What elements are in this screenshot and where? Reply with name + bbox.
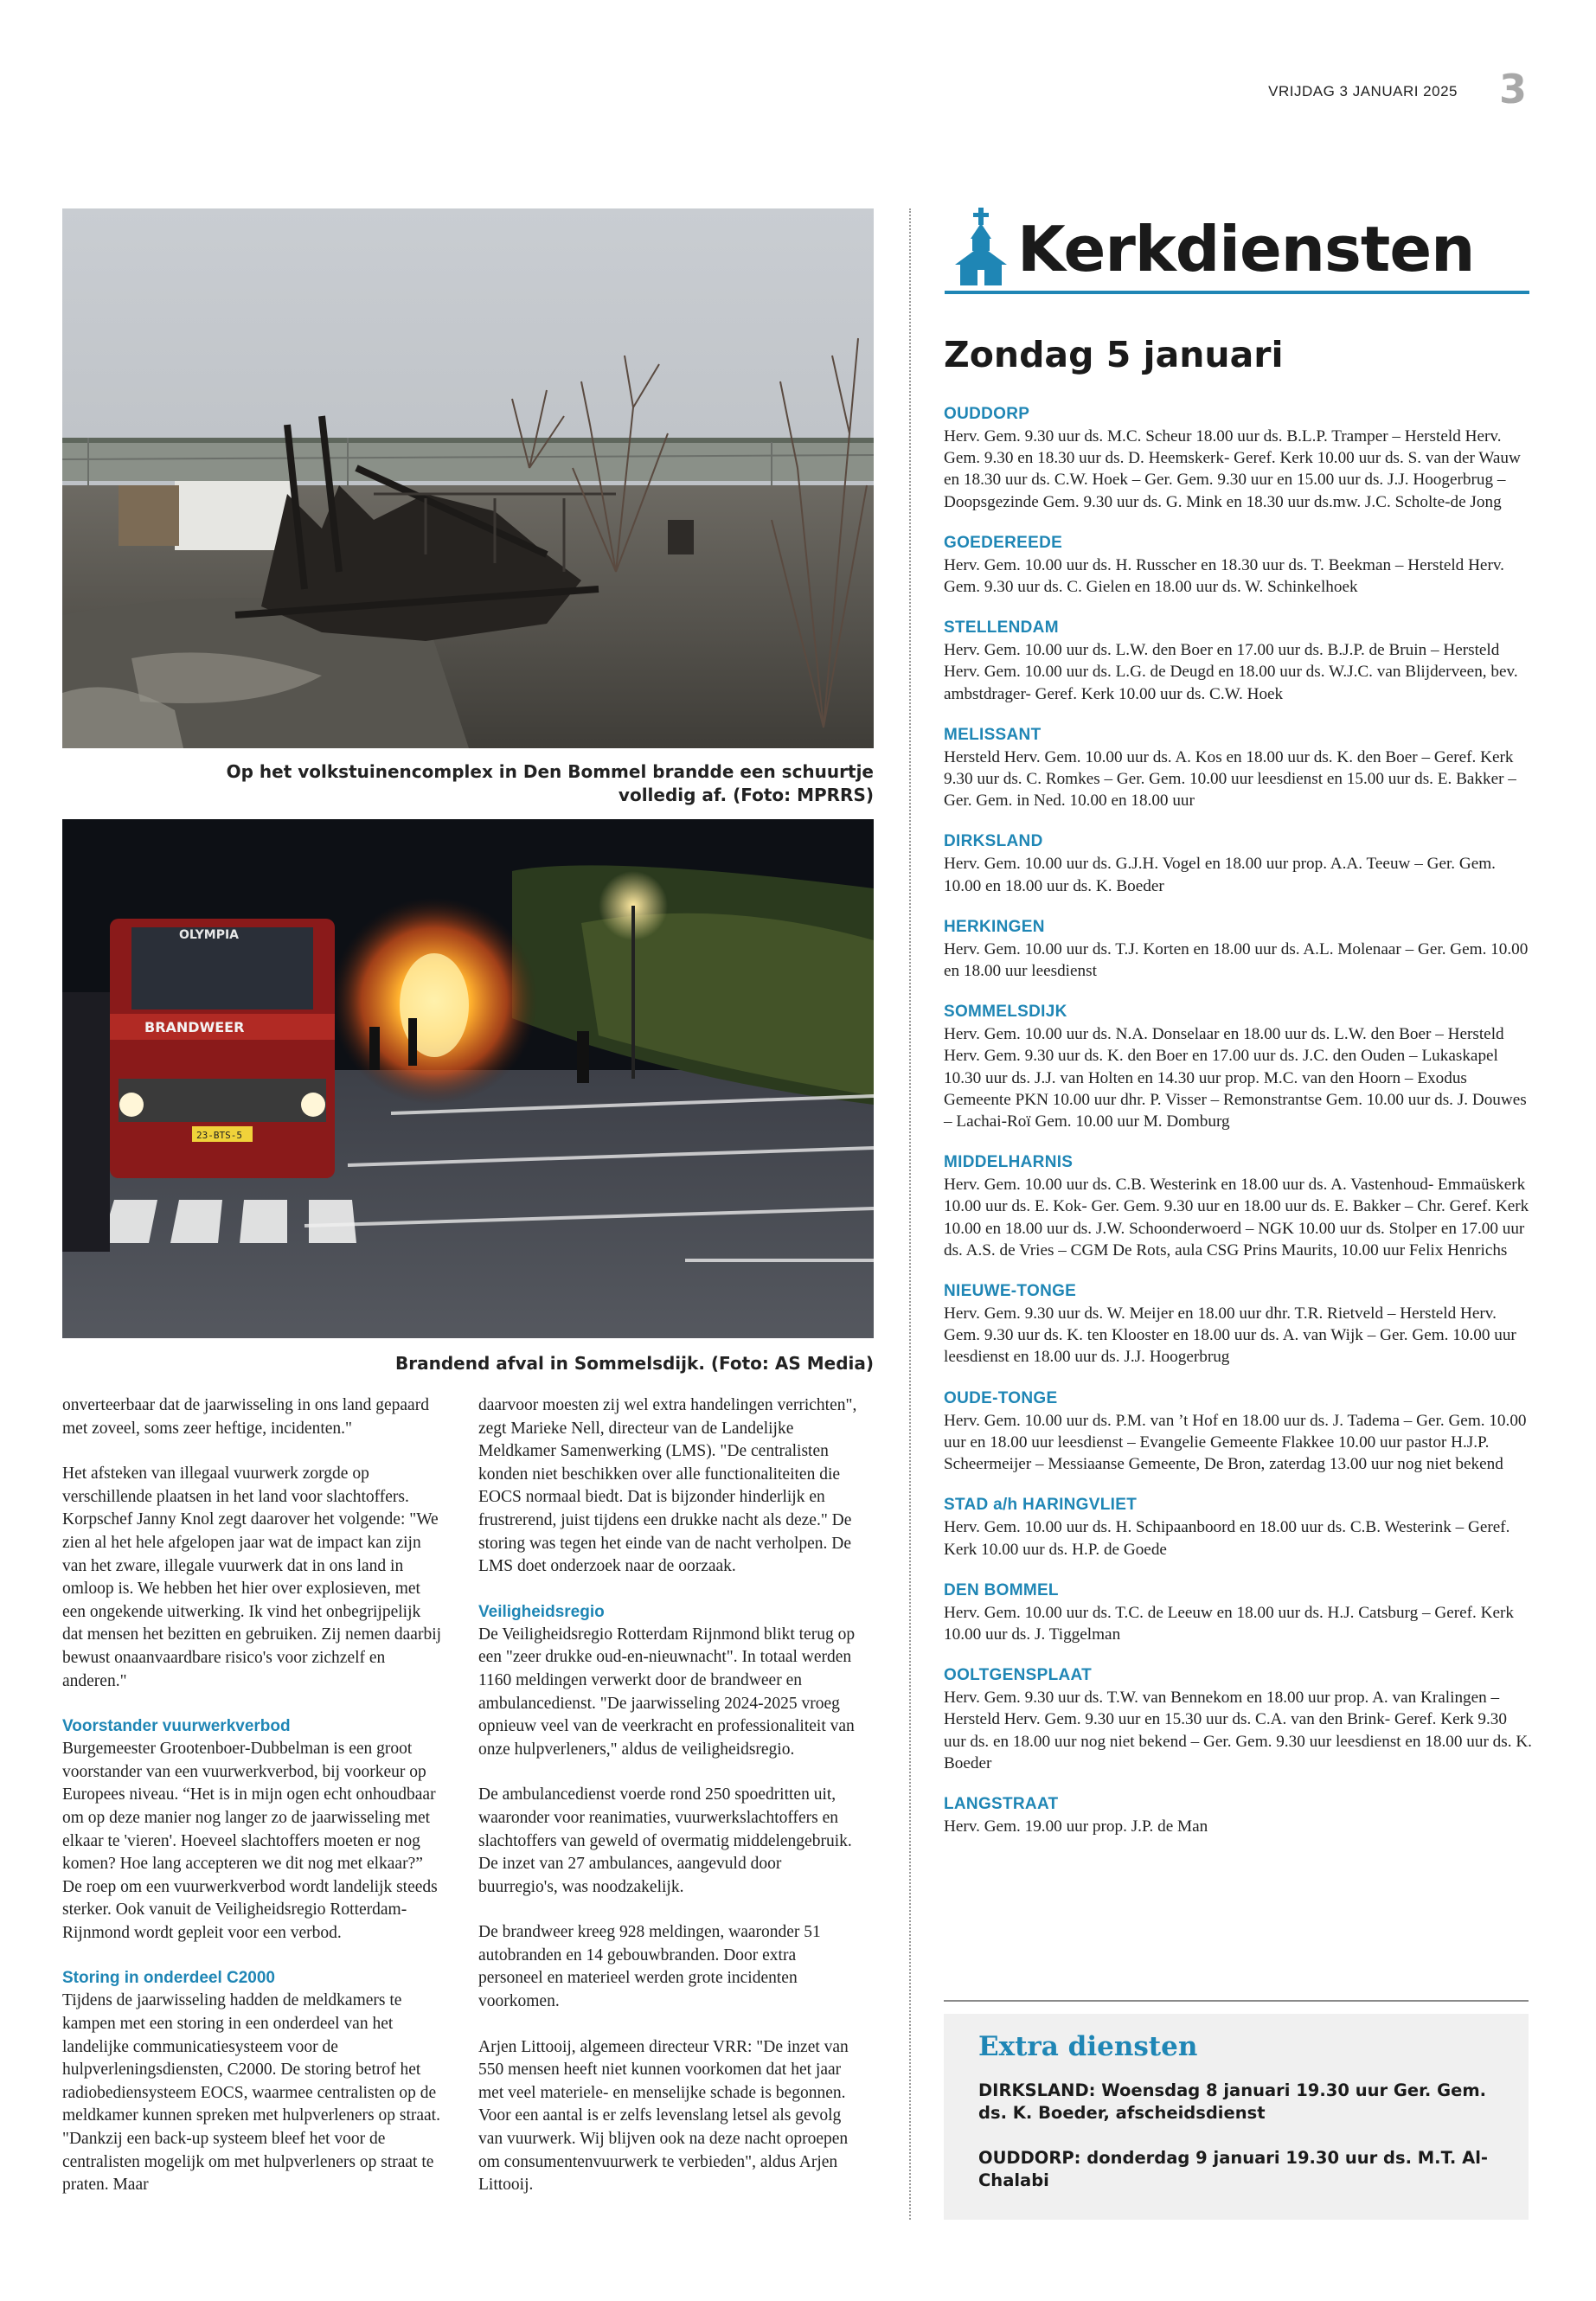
article-paragraph: Tijdens de jaarwisseling hadden de meldkamers te kampen met een storing in een onderdeel van het landelijke communicatiesysteem voor de hulpverleningsdiensten, C2000. De storing betrof het radiobediensysteem EOCS, waarmee centralisten op de meldkamer kunnen spreken met hulpverleners op straat. "Dankzij een back-up systeem bleef het voor de centralisten mogelijk om met hulpverleners op straat te praten. Maar — [62, 1991, 440, 2195]
article-paragraph: Het afsteken van illegaal vuurwerk zorgde op verschillende plaatsen in het land voor slachtoffers. Korpschef Janny Knol zegt daarover het volgende: "We zien al het hele afgelopen jaar wat de impact kan zijn van het zware, illegale vuurwerk dat in ons land in omloop is. We hebben het hier over explosieven, met een ongekende uitwerking. Ik vind het onbegrijpelijk dat mensen het bezitten en gebruiken. Zij nemen daarbij bewust onaanvaardbare risico's voor zichzelf en anderen." — [62, 1465, 442, 1690]
page-number: 3 — [1498, 66, 1527, 112]
article-subheading: Storing in onderdeel C2000 — [62, 1969, 275, 1988]
place-name: OOLTGENSPLAAT — [944, 1666, 1093, 1685]
place-services: Herv. Gem. 9.30 uur ds. T.W. van Bennekom en 18.00 uur prop. A. van Kralingen – Hersteld Herv. Gem. 9.30 uur en 15.30 uur ds. C.A. van den Brink- Geref. Kerk 9.30 uur ds. en 18.00 uur nog niet bekend – Ger. Gem. 9.30 uur leesdienst en 18.00 uur ds. K. Boeder — [944, 1689, 1532, 1772]
place-services: Herv. Gem. 10.00 uur ds. T.J. Korten en 18.00 uur ds. A.L. Molenaar – Ger. Gem. 10.00 en 18.00 uur leesdienst — [944, 939, 1529, 981]
place-name: OUDDORP — [944, 405, 1030, 423]
photo-burned-shed — [62, 208, 874, 748]
place-entry — [944, 1664, 1532, 1774]
place-name: NIEUWE-TONGE — [944, 1282, 1077, 1301]
place-name: STAD a/h HARINGVLIET — [944, 1496, 1138, 1515]
place-entry — [944, 1388, 1532, 1476]
place-entry — [944, 916, 1532, 982]
place-services: Herv. Gem. 10.00 uur ds. H. Schipaanboord en 18.00 uur ds. C.B. Westerink – Geref. Kerk 10.00 uur ds. H.P. de Goede — [944, 1518, 1510, 1559]
article-column-1 — [62, 1394, 443, 2220]
photo-caption-2: Brandend afval in Sommelsdijk. (Foto: AS Media) — [395, 1353, 874, 1374]
place-services: Hersteld Herv. Gem. 10.00 uur ds. A. Kos en 18.00 uur ds. K. den Boer – Geref. Kerk 9.30 uur ds. C. Romkes – Ger. Gem. 10.00 uur leesdienst en 15.00 uur ds. E. Bakker – Ger. Gem. in Ned. 10.00 en 18.00 uur — [944, 747, 1516, 811]
place-entry — [944, 1793, 1532, 1837]
article-paragraph: De Veiligheidsregio Rotterdam Rijnmond blikt terug op een "zeer drukke oud-en-nieuwnacht". In totaal werden 1160 meldingen verwerkt door de brandweer en ambulancedienst. "De jaarwisseling 2024-2025 vroeg opnieuw veel van de veerkracht en professionaliteit van onze hulpverleners," aldus de veiligheidsregio. — [478, 1625, 856, 1759]
extra-service-item: OUDDORP: donderdag 9 januari 19.30 uur ds. M.T. Al-Chalabi — [978, 2148, 1488, 2190]
place-entry — [944, 1280, 1532, 1368]
extra-service-item: DIRKSLAND: Woensdag 8 januari 19.30 uur Ger. Gem. ds. K. Boeder, afscheidsdienst — [978, 2080, 1487, 2123]
article-subheading: Voorstander vuurwerkverbod — [62, 1717, 291, 1736]
church-icon — [953, 208, 1009, 287]
place-entry — [944, 1580, 1532, 1645]
truck-label-top: OLYMPIA — [179, 928, 240, 942]
article-paragraph: De brandweer kreeg 928 meldingen, waaronder 51 autobranden en 14 gebouwbranden. Door extra personeel en materieel werden grote incidenten voorkomen. — [478, 1923, 821, 2011]
article-paragraph: daarvoor moesten zij wel extra handelingen verrichten", zegt Marieke Nell, directeur van de Landelijke Meldkamer Samenwerking (LMS). "De centralisten konden niet beschikken over alle functionaliteiten die EOCS normaal biedt. Dat is bijzonder hinderlijk en frustrerend, juist tijdens een drukke nacht als deze." De storing was tegen het einde van de nacht verholpen. De LMS doet onderzoek naar de oorzaak. — [478, 1396, 857, 1576]
place-services: Herv. Gem. 10.00 uur ds. N.A. Donselaar en 18.00 uur ds. L.W. den Boer – Hersteld Herv. Gem. 9.30 uur ds. K. den Boer en 17.00 uur ds. J.C. den Ouden – Lukaskapel 10.30 uur ds. J.J. van Holten en 14.30 uur prop. M.C. van den Hoorn – Exodus Gemeente PKN 10.00 uur dhr. P. Visser – Remonstrantse Gem. 10.00 uur ds. J. Douwes – Lachai-Roï Gem. 10.00 uur M. Domburg — [944, 1025, 1527, 1131]
place-name: LANGSTRAAT — [944, 1794, 1059, 1813]
place-name: OUDE-TONGE — [944, 1388, 1058, 1407]
burned-shed-image — [62, 208, 874, 748]
place-entry — [944, 1494, 1532, 1560]
kerkdiensten-header — [945, 204, 1529, 294]
place-entry — [944, 1001, 1532, 1132]
service-date: Zondag 5 januari — [944, 334, 1284, 375]
place-services: Herv. Gem. 9.30 uur ds. M.C. Scheur 18.00 uur ds. B.L.P. Tramper – Hersteld Herv. Gem. 9.30 en 18.30 uur ds. D. Heemskerk- Geref. Kerk 10.00 uur ds. S. van der Wauw en 18.30 uur ds. C.W. Hoek – Ger. Gem. 9.30 uur en 15.00 uur ds. J.J. Hoogerbrug – Doopsgezinde Gem. 9.30 uur ds. G. Mink en 18.30 uur ds.mw. J.C. Scholte-de Jong — [944, 427, 1521, 511]
place-services: Herv. Gem. 10.00 uur ds. C.B. Westerink en 18.00 uur ds. A. Vastenhoud- Emmaüskerk 10.00 uur ds. E. Kok- Ger. Gem. 9.30 uur en 18.00 uur ds. E. Bakker – Chr. Geref. Kerk 10.00 en 18.00 uur ds. J.W. Schoonderwoerd – NGK 10.00 uur ds. Stolper en 17.00 uur ds. A.S. de Vries – CGM De Rots, aula CSG Prins Maurits, 10.00 uur Felix Henrichs — [944, 1176, 1529, 1259]
place-name: HERKINGEN — [944, 917, 1045, 936]
place-entry — [944, 724, 1532, 812]
truck-label-side: BRANDWEER — [144, 1019, 245, 1035]
place-services: Herv. Gem. 9.30 uur ds. W. Meijer en 18.00 uur dhr. T.R. Rietveld – Hersteld Herv. Gem. 9.30 uur ds. K. ten Klooster en 18.00 uur ds. A. van Wijk – Ger. Gem. 10.00 uur leesdienst en 18.00 uur ds. J.J. Hoogerbrug — [944, 1304, 1516, 1367]
article-paragraph: Burgemeester Grootenboer-Dubbelman is een groot voorstander van een vuurwerkverbod, bij voorkeur op Europees niveau. “Het is in mijn ogen echt onhoudbaar om op deze manier nog langer zo de jaarwisseling met elkaar te 'vieren'. Hoeveel slachtoffers moeten er nog komen? Hoe lang accepteren we dit nog met elkaar?” De roep om een vuurwerkverbod wordt landelijk steeds sterker. Ook vanuit de Veiligheidsregio Rotterdam-Rijnmond wordt gepleit voor een verbod. — [62, 1740, 438, 1942]
place-services: Herv. Gem. 10.00 uur ds. P.M. van ’t Hof en 18.00 uur ds. J. Tadema – Ger. Gem. 10.00 uur en 18.00 uur leesdienst – Evangelie Gemeente Flakkee 10.00 uur pastor H.J.P. Scheermeijer – Messiaanse Gemeente, De Bron, zaterdag 13.00 uur nog niet bekend — [944, 1411, 1527, 1474]
place-entry — [944, 1151, 1532, 1261]
truck-plate: 23-BTS-5 — [196, 1130, 242, 1141]
article-column-2 — [478, 1394, 859, 2220]
place-name: GOEDEREEDE — [944, 533, 1063, 552]
burning-waste-image — [62, 819, 874, 1338]
extra-divider — [944, 2000, 1529, 2002]
place-name: DEN BOMMEL — [944, 1580, 1059, 1599]
place-name: MELISSANT — [944, 725, 1042, 744]
place-entry — [944, 830, 1532, 896]
place-services: Herv. Gem. 10.00 uur ds. T.C. de Leeuw en 18.00 uur ds. H.J. Catsburg – Geref. Kerk 10.00 uur ds. J. Tiggelman — [944, 1603, 1514, 1644]
photo-caption-1: Op het volkstuinencomplex in Den Bommel brandde een schuurtje volledig af. (Foto: MPRRS) — [226, 761, 874, 805]
article-paragraph: De ambulancedienst voerde rond 250 spoedritten uit, waaronder voor reanimaties, vuurwerkslachtoffers en slachtoffers van geweld of overmatig middelengebruik. De inzet van 27 ambulances, aangevuld door buurregio's, was noodzakelijk. — [478, 1785, 852, 1896]
article-subheading: Veiligheidsregio — [478, 1602, 605, 1621]
place-entry — [944, 532, 1532, 598]
place-name: MIDDELHARNIS — [944, 1153, 1074, 1172]
place-name: SOMMELSDIJK — [944, 1003, 1067, 1022]
extra-diensten-box — [944, 2014, 1529, 2220]
column-divider — [909, 208, 911, 2220]
place-entry — [944, 403, 1532, 513]
issue-date: VRIJDAG 3 JANUARI 2025 — [1268, 83, 1458, 99]
article-paragraph: Arjen Littooij, algemeen directeur VRR: "De inzet van 550 mensen heeft niet kunnen voorkomen dat het jaar met veel materiele- en menselijke schade is begonnen. Voor een aantal is er zelfs levenslang letsel als gevolg van vuurwerk. Wij blijven ook na deze nacht oproepen om consumentenvuurwerk te verbieden", aldus Arjen Littooij. — [478, 2037, 849, 2195]
place-name: DIRKSLAND — [944, 832, 1043, 851]
place-services: Herv. Gem. 10.00 uur ds. L.W. den Boer en 17.00 uur ds. B.J.P. de Bruin – Hersteld Herv. Gem. 10.00 uur ds. L.G. de Deugd en 18.00 uur ds. W.J.C. van Blijderveen, bev. ambstdrager- Geref. Kerk 10.00 uur ds. C.W. Hoek — [944, 641, 1518, 703]
place-services: Herv. Gem. 19.00 uur prop. J.P. de Man — [944, 1817, 1208, 1836]
kerkdiensten-rule — [945, 291, 1529, 294]
place-name: STELLENDAM — [944, 619, 1059, 638]
place-services: Herv. Gem. 10.00 uur ds. G.J.H. Vogel en 18.00 uur prop. A.A. Teeuw – Ger. Gem. 10.00 en 18.00 uur ds. K. Boeder — [944, 855, 1496, 895]
place-services: Herv. Gem. 10.00 uur ds. H. Russcher en 18.30 uur ds. T. Beekman – Hersteld Herv. Gem. 9.30 uur ds. C. Gielen en 18.00 uur ds. W. Schinkelhoek — [944, 555, 1504, 597]
kerkdiensten-title: Kerkdiensten — [1017, 213, 1475, 285]
article-paragraph: onverteerbaar dat de jaarwisseling in ons land gepaard met zoveel, soms zeer heftige, incidenten." — [62, 1396, 429, 1438]
place-entry — [944, 617, 1532, 705]
service-list — [944, 403, 1532, 1856]
extra-diensten-title: Extra diensten — [978, 2031, 1198, 2062]
photo-burning-waste — [62, 819, 874, 1338]
